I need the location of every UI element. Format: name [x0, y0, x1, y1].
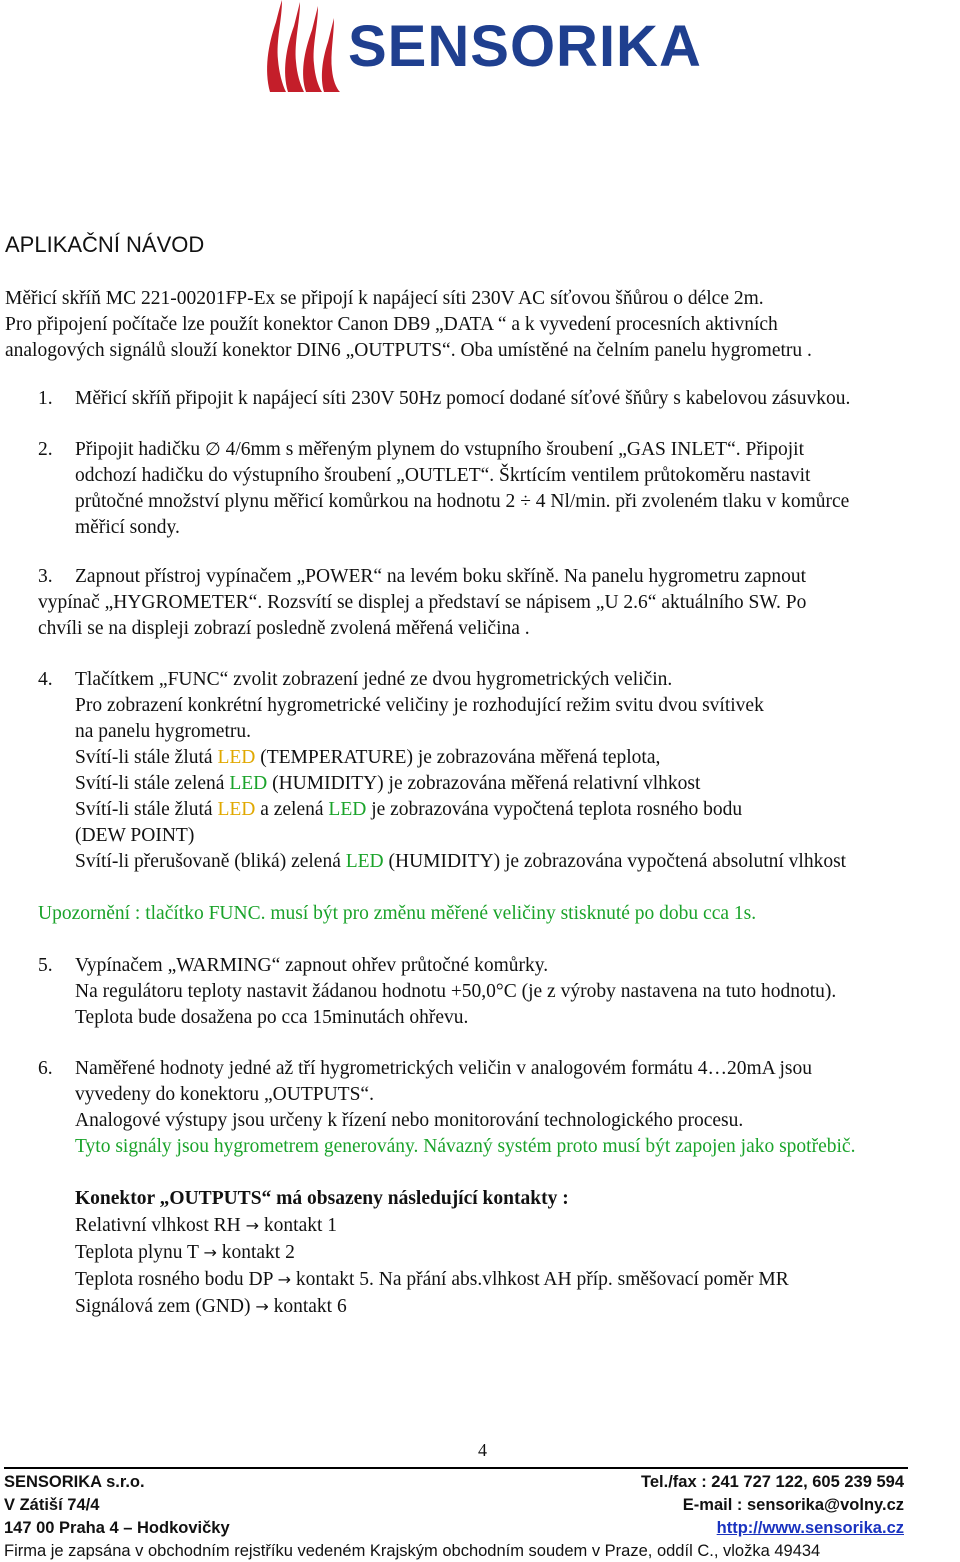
led-yellow-text-a: Svítí-li stále žlutá	[75, 747, 218, 768]
intro-line-3: analogových signálů slouží konektor DIN6 „OUTPUTS“. Oba umístěné na čelním panelu hygrometru .	[5, 340, 812, 361]
footer-divider	[4, 1467, 908, 1469]
step-1-number: 1.	[38, 388, 53, 409]
footer-city: 147 00 Praha 4 – Hodkovičky	[4, 1519, 230, 1537]
intro-line-2: Pro připojení počítače lze použít konektor Canon DB9 „DATA “ a k vyvedení procesních aktivních	[5, 314, 778, 335]
led-both-text-a: Svítí-li stále žlutá	[75, 799, 218, 820]
intro-line-1: Měřicí skříň MC 221-00201FP-Ex se připojí k napájecí síti 230V AC síťovou šňůrou o délce 2m.	[5, 288, 764, 309]
arrow-right-icon: →	[203, 1243, 217, 1262]
connector-row	[75, 1240, 295, 1266]
footer-phone: Tel./fax : 241 727 122, 605 239 594	[641, 1473, 904, 1491]
step-4-line-3: na panelu hygrometru.	[75, 721, 251, 742]
step-3-number: 3.	[38, 566, 53, 587]
led-blink-row	[75, 849, 846, 875]
diameter-symbol-icon: ∅	[205, 439, 221, 460]
brand-wordmark: SENSORIKA	[348, 14, 702, 79]
led-both-green-label: LED	[328, 799, 367, 820]
connector-row	[75, 1267, 789, 1293]
footer-web-link[interactable]: http://www.sensorika.cz	[716, 1519, 904, 1537]
led-both-text-mid: a zelená	[255, 799, 329, 820]
connector-row-contact: kontakt 6	[268, 1296, 347, 1317]
page-number: 4	[478, 1440, 487, 1460]
led-yellow-label: LED	[217, 747, 256, 768]
led-green-text-a: Svítí-li stále zelená	[75, 773, 230, 794]
step-4-line-1: Tlačítkem „FUNC“ zvolit zobrazení jedné ze dvou hygrometrických veličin.	[75, 669, 673, 690]
footer-company: SENSORIKA s.r.o.	[4, 1473, 145, 1491]
step-3-line-3: chvíli se na displeji zobrazí posledně zvolená měřená veličina .	[38, 618, 530, 639]
led-yellow-row	[75, 745, 660, 771]
connector-row-contact: kontakt 1	[259, 1215, 338, 1236]
step-2-line-2: odchozí hadičku do výstupního šroubení „OUTLET“. Škrtícím ventilem průtokoměru nastavit	[75, 465, 811, 486]
step-1-text: Měřicí skříň připojit k napájecí síti 230V 50Hz pomocí dodané síťové šňůry s kabelovou zásuvkou.	[75, 388, 851, 409]
range-symbol-icon: ÷	[520, 491, 531, 512]
step-5-line-3: Teplota bude dosažena po cca 15minutách ohřevu.	[75, 1007, 469, 1028]
connector-row-label: Relativní vlhkost RH	[75, 1215, 246, 1236]
led-blink-label: LED	[345, 851, 384, 872]
step-4-number: 4.	[38, 669, 53, 690]
connector-row-label: Teplota rosného bodu DP	[75, 1269, 278, 1290]
connector-row	[75, 1294, 347, 1320]
step-2-line-3	[75, 489, 849, 515]
func-warning: Upozornění : tlačítko FUNC. musí být pro změnu měřené veličiny stisknuté po dobu cca 1s.	[38, 903, 757, 924]
connector-row-contact: kontakt 2	[216, 1242, 295, 1263]
footer-registry: Firma je zapsána v obchodním rejstříku vedeném Krajským obchodním soudem v Praze, oddíl C., vložka 49434	[4, 1542, 821, 1560]
step-5-number: 5.	[38, 955, 53, 976]
led-green-row	[75, 771, 700, 797]
led-green-label: LED	[229, 773, 268, 794]
step-6-line-3: Analogové výstupy jsou určeny k řízení nebo monitorování technologického procesu.	[75, 1110, 744, 1131]
connector-row-label: Signálová zem (GND)	[75, 1296, 256, 1317]
arrow-right-icon: →	[245, 1216, 260, 1235]
sensorika-flame-logo-icon	[262, 0, 352, 95]
step-4-line-2: Pro zobrazení konkrétní hygrometrické veličiny je rozhodující režim svitu dvou svítivek	[75, 695, 764, 716]
step-3-line-2: vypínač „HYGROMETER“. Rozsvítí se displej a představí se nápisem „U 2.6“ aktuálního SW. Po	[38, 592, 807, 613]
led-both-text-b: je zobrazována vypočtená teplota rosného bodu	[366, 799, 743, 820]
step-6-line-2: vyvedeny do konektoru „OUTPUTS“.	[75, 1084, 374, 1105]
led-green-text-b: (HUMIDITY) je zobrazována měřená relativní vlhkost	[267, 773, 701, 794]
step-2-line-3b: 4 Nl/min. při zvoleném tlaku v komůrce	[530, 491, 850, 512]
connector-row	[75, 1213, 337, 1239]
step-6-number: 6.	[38, 1058, 53, 1079]
connector-row-contact: kontakt 5. Na přání abs.vlhkost AH příp. směšovací poměr MR	[291, 1269, 789, 1290]
step-3-line-1: Zapnout přístroj vypínačem „POWER“ na levém boku skříně. Na panelu hygrometru zapnout	[75, 566, 807, 587]
step-2-line-1	[75, 437, 804, 463]
arrow-right-icon: →	[277, 1270, 292, 1289]
arrow-right-icon: →	[255, 1297, 269, 1316]
led-yellow-text-b: (TEMPERATURE) je zobrazována měřená teplota,	[255, 747, 661, 768]
led-both-yellow-label: LED	[217, 799, 256, 820]
step-2-line-1b: 4/6mm s měřeným plynem do vstupního šroubení „GAS INLET“. Připojit	[220, 439, 805, 460]
step-6-line-4: Tyto signály jsou hygrometrem generovány. Návazný systém proto musí být zapojen jako spotřebič.	[75, 1136, 856, 1157]
step-6-line-1: Naměřené hodnoty jedné až tří hygrometrických veličin v analogovém formátu 4…20mA jsou	[75, 1058, 813, 1079]
step-2-line-3a: průtočné množství plynu měřicí komůrkou na hodnotu 2	[75, 491, 521, 512]
footer-street: V Zátiší 74/4	[4, 1496, 100, 1514]
footer-email[interactable]: E-mail : sensorika@volny.cz	[682, 1496, 904, 1514]
led-both-row	[75, 797, 742, 823]
step-2-line-1a: Připojit hadičku	[75, 439, 205, 460]
step-2-line-4: měřicí sondy.	[75, 517, 180, 538]
led-blink-text-a: Svítí-li přerušovaně (bliká) zelená	[75, 851, 346, 872]
step-5-line-2: Na regulátoru teploty nastavit žádanou hodnotu +50,0°C (je z výroby nastavena na tuto hodnotu).	[75, 981, 837, 1002]
led-blink-text-b: (HUMIDITY) je zobrazována vypočtená absolutní vlhkost	[383, 851, 847, 872]
page-title: APLIKAČNÍ NÁVOD	[5, 232, 205, 257]
dew-point-line: (DEW POINT)	[75, 825, 195, 846]
step-5-line-1: Vypínačem „WARMING“ zapnout ohřev průtočné komůrky.	[75, 955, 549, 976]
connector-row-label: Teplota plynu T	[75, 1242, 204, 1263]
step-2-number: 2.	[38, 439, 53, 460]
connector-heading: Konektor „OUTPUTS“ má obsazeny následující kontakty :	[75, 1188, 569, 1209]
